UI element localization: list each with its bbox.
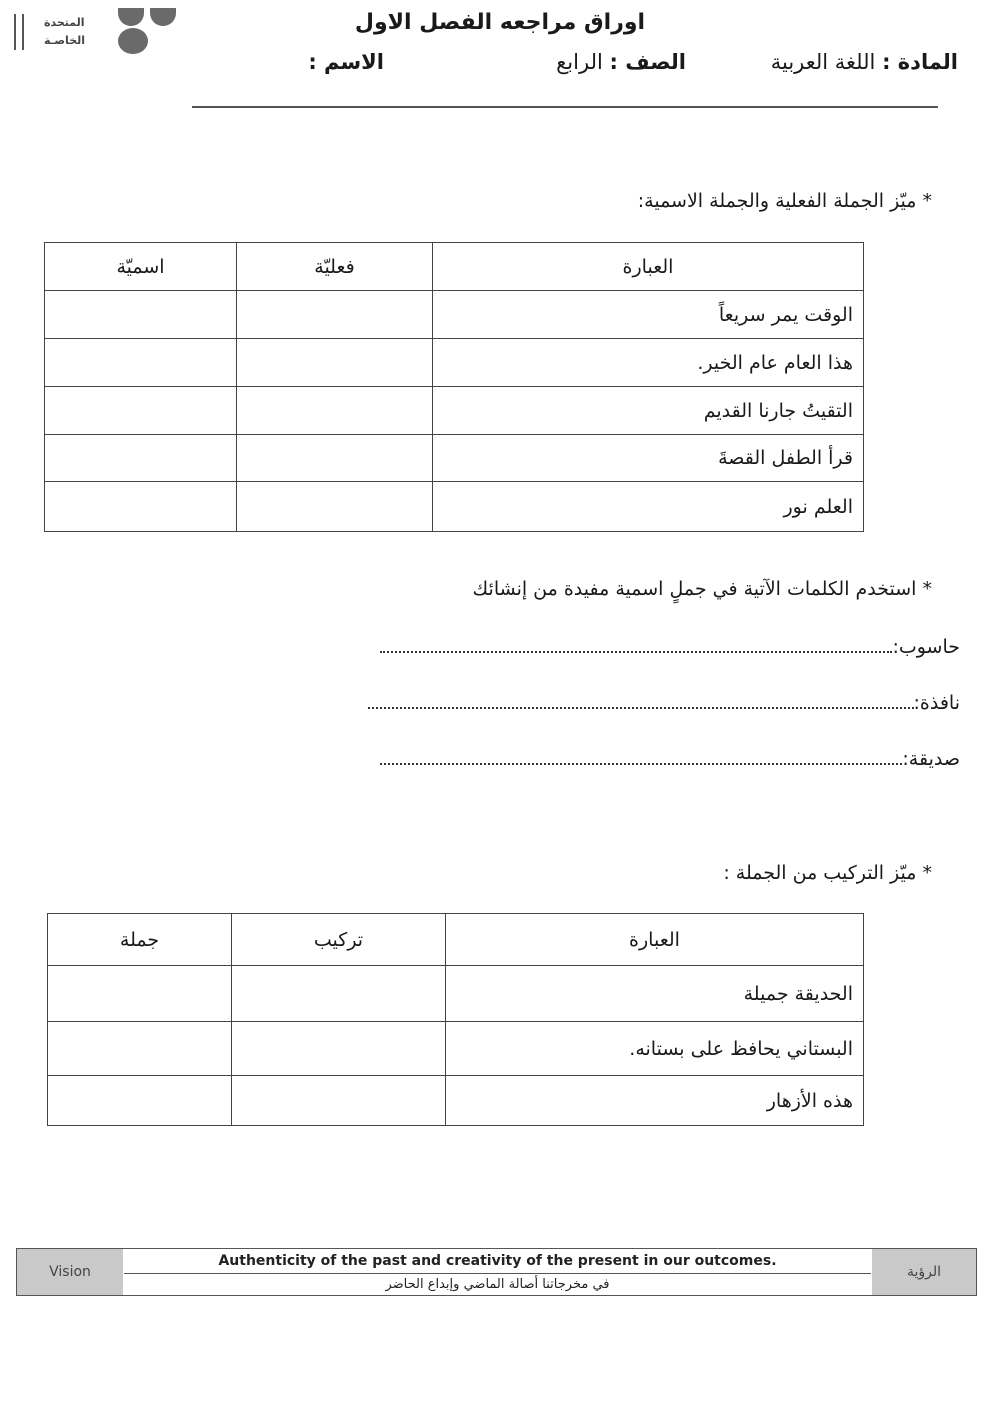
grade-line [556,50,686,74]
table-header-row [48,914,864,966]
vision-footer [16,1248,977,1296]
table-row [48,966,864,1022]
footer-motto [124,1249,871,1295]
section3-instruction: * ميّز التركيب من الجملة : [723,862,932,884]
phrase-cell: هذه الأزهار [446,1076,864,1126]
logo-circle-icon [150,8,176,26]
table-row [48,1022,864,1076]
table-row [45,387,864,435]
sentence-line [368,692,961,714]
answer-cell-nominal[interactable] [45,387,237,435]
logo-circle-icon [118,8,144,26]
answer-cell-verbal[interactable] [237,291,433,339]
logo-circle-icon [118,28,148,54]
phrase-cell: العلم نور [433,482,864,532]
logo-text-line1: المتحدة [44,16,85,29]
table-header-row [45,243,864,291]
answer-cell-sentence[interactable] [48,1076,232,1126]
phrase-cell: البستاني يحافظ على بستانه. [446,1022,864,1076]
phrase-cell: التقيتُ جارنا القديم [433,387,864,435]
name-label: الاسم : [308,50,384,74]
word-label: صديقة: [902,748,960,770]
answer-cell-verbal[interactable] [237,482,433,532]
phrase-cell: الحديقة جميلة [446,966,864,1022]
logo-mark-icon [14,14,24,50]
footer-motto-ar: في مخرجاتنا أصالة الماضي وإبداع الحاضر [385,1277,610,1292]
name-line [308,50,384,74]
subject-line [771,50,958,74]
grade-value: الرابع [556,50,603,74]
subject-value: اللغة العربية [770,50,876,74]
grade-label: الصف : [609,50,686,74]
answer-blank[interactable] [368,693,914,709]
section3-table [47,913,864,1126]
table-row [45,291,864,339]
answer-cell-phrase[interactable] [232,1076,446,1126]
word-label: نافذة: [913,692,960,714]
footer-label-ar: الرؤية [872,1249,976,1295]
sentence-line [380,748,960,770]
column-header: العبارة [446,914,864,966]
phrase-cell: قرأ الطفل القصةَ [433,435,864,482]
page-title: اوراق مراجعه الفصل الاول [354,10,646,35]
word-label: حاسوب: [892,636,960,658]
column-header: فعليّة [237,243,433,291]
phrase-cell: هذا العام عام الخير. [433,339,864,387]
column-header: جملة [48,914,232,966]
table-row [45,339,864,387]
column-header: اسميّة [45,243,237,291]
section1-table [44,242,864,532]
header-divider [192,106,938,108]
footer-motto-en: Authenticity of the past and creativity of the present in our outcomes. [124,1249,871,1274]
answer-cell-sentence[interactable] [48,1022,232,1076]
answer-blank[interactable] [380,749,902,765]
sentence-line [380,636,960,658]
subject-label: المادة : [882,50,958,74]
answer-cell-nominal[interactable] [45,482,237,532]
logo-text-line2: الخاصـة [44,34,86,47]
answer-cell-nominal[interactable] [45,291,237,339]
column-header: العبارة [433,243,864,291]
footer-label-en: Vision [17,1249,123,1295]
table-row [48,1076,864,1126]
table-row [45,435,864,482]
answer-cell-verbal[interactable] [237,387,433,435]
answer-cell-nominal[interactable] [45,435,237,482]
answer-cell-nominal[interactable] [45,339,237,387]
answer-cell-phrase[interactable] [232,966,446,1022]
answer-cell-phrase[interactable] [232,1022,446,1076]
answer-cell-sentence[interactable] [48,966,232,1022]
answer-cell-verbal[interactable] [237,435,433,482]
section2-instruction: * استخدم الكلمات الآتية في جملٍ اسمية مفيدة من إنشائك [472,578,932,600]
answer-cell-verbal[interactable] [237,339,433,387]
phrase-cell: الوقت يمر سريعاً [433,291,864,339]
table-row [45,482,864,532]
school-logo [14,8,174,52]
section1-instruction: * ميّز الجملة الفعلية والجملة الاسمية: [637,190,932,212]
column-header: تركيب [232,914,446,966]
answer-blank[interactable] [380,637,892,653]
